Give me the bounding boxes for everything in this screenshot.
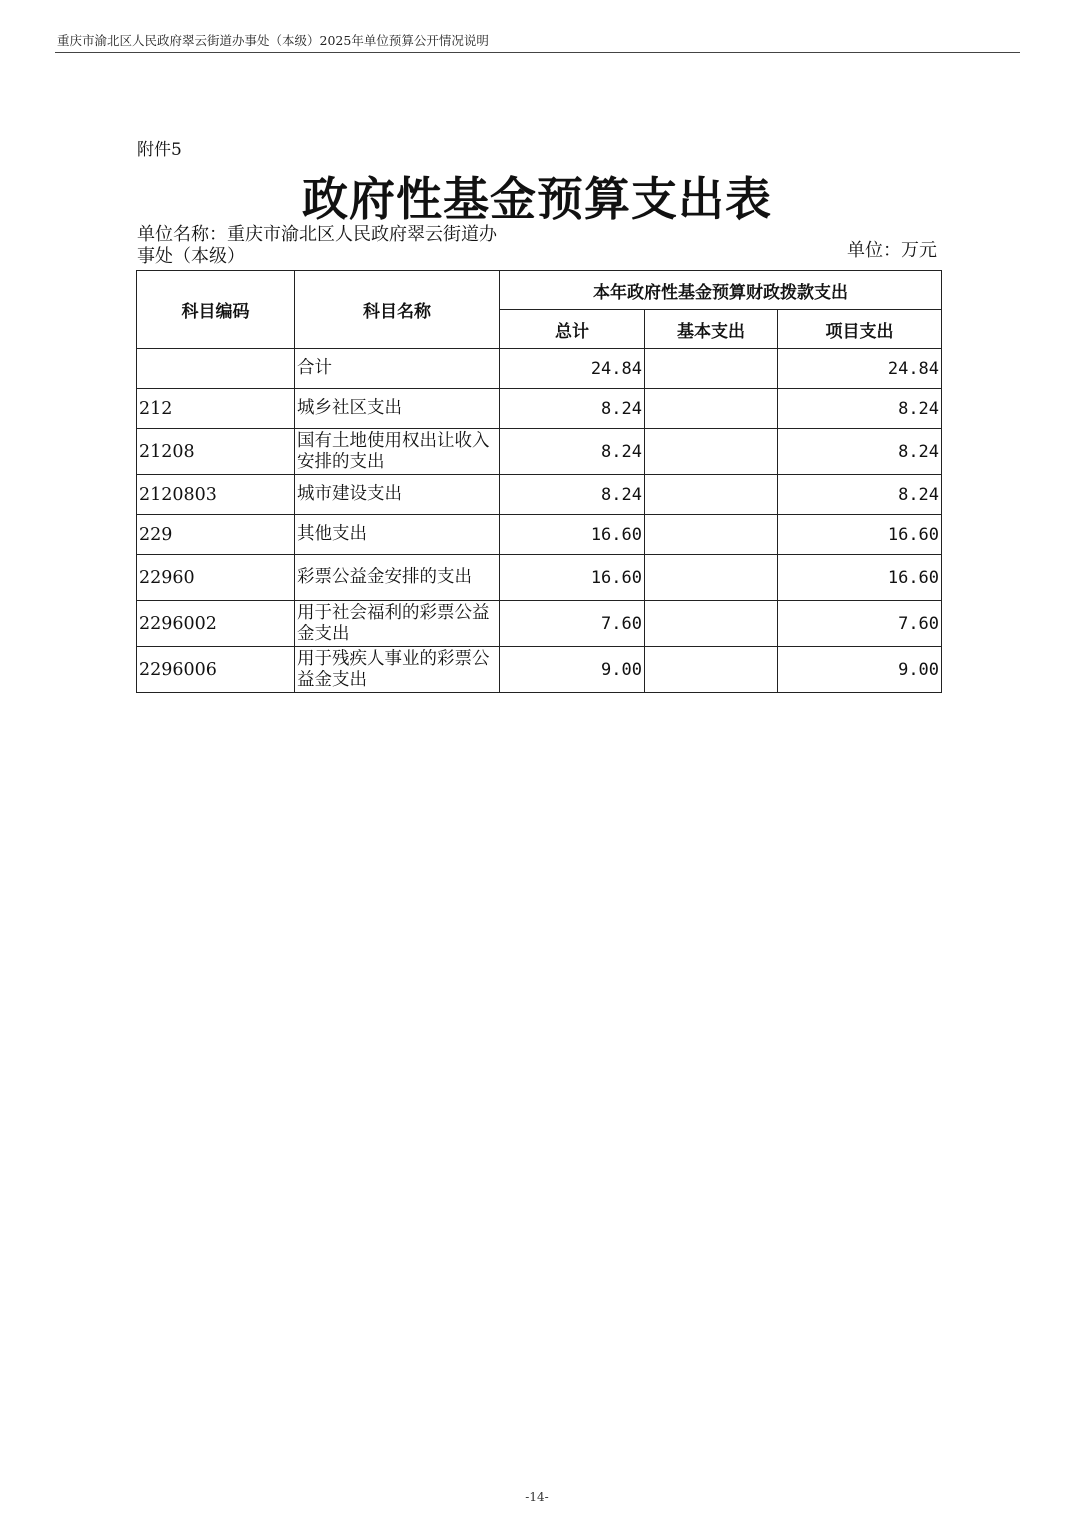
cell-total: 24.84	[500, 349, 645, 389]
cell-basic	[645, 515, 778, 555]
cell-total: 16.60	[500, 555, 645, 601]
table-row	[137, 429, 942, 475]
table-row	[137, 601, 942, 647]
cell-total: 8.24	[500, 429, 645, 475]
cell-code: 22960	[137, 555, 295, 601]
header-total: 总计	[500, 310, 645, 349]
cell-total: 7.60	[500, 601, 645, 647]
cell-code	[137, 349, 295, 389]
unit-label: 单位：万元	[847, 240, 937, 261]
header-project: 项目支出	[778, 310, 942, 349]
cell-code: 212	[137, 389, 295, 429]
cell-name: 合计	[295, 349, 500, 389]
budget-table	[136, 270, 942, 693]
cell-basic	[645, 389, 778, 429]
unit-name: 单位名称：重庆市渝北区人民政府翠云街道办事处（本级）	[137, 224, 497, 267]
table-row	[137, 647, 942, 693]
cell-total: 8.24	[500, 475, 645, 515]
header-group: 本年政府性基金预算财政拨款支出	[500, 271, 942, 310]
cell-project: 8.24	[778, 475, 942, 515]
page-title: 政府性基金预算支出表	[302, 172, 772, 226]
running-header: 重庆市渝北区人民政府翠云街道办事处（本级）2025年单位预算公开情况说明	[57, 33, 489, 48]
cell-name: 城乡社区支出	[295, 389, 500, 429]
cell-name: 其他支出	[295, 515, 500, 555]
cell-project: 8.24	[778, 389, 942, 429]
cell-name: 城市建设支出	[295, 475, 500, 515]
table-row	[137, 389, 942, 429]
header-name: 科目名称	[295, 271, 500, 349]
table-row	[137, 515, 942, 555]
header-code: 科目编码	[137, 271, 295, 349]
cell-code: 2296002	[137, 601, 295, 647]
header-divider	[55, 52, 1020, 53]
cell-name: 国有土地使用权出让收入安排的支出	[295, 429, 500, 475]
cell-name: 用于社会福利的彩票公益金支出	[295, 601, 500, 647]
cell-total: 8.24	[500, 389, 645, 429]
cell-name: 用于残疾人事业的彩票公益金支出	[295, 647, 500, 693]
cell-code: 21208	[137, 429, 295, 475]
cell-basic	[645, 349, 778, 389]
cell-code: 229	[137, 515, 295, 555]
header-basic: 基本支出	[645, 310, 778, 349]
cell-project: 9.00	[778, 647, 942, 693]
cell-code: 2120803	[137, 475, 295, 515]
table-row	[137, 475, 942, 515]
cell-project: 7.60	[778, 601, 942, 647]
cell-total: 16.60	[500, 515, 645, 555]
cell-code: 2296006	[137, 647, 295, 693]
cell-project: 16.60	[778, 515, 942, 555]
cell-project: 16.60	[778, 555, 942, 601]
cell-project: 8.24	[778, 429, 942, 475]
cell-basic	[645, 429, 778, 475]
cell-basic	[645, 601, 778, 647]
table-row	[137, 349, 942, 389]
cell-basic	[645, 555, 778, 601]
cell-basic	[645, 647, 778, 693]
table-row	[137, 555, 942, 601]
cell-basic	[645, 475, 778, 515]
attachment-label: 附件5	[137, 140, 182, 160]
page-number: -14-	[525, 1490, 549, 1504]
cell-total: 9.00	[500, 647, 645, 693]
cell-project: 24.84	[778, 349, 942, 389]
cell-name: 彩票公益金安排的支出	[295, 555, 500, 601]
